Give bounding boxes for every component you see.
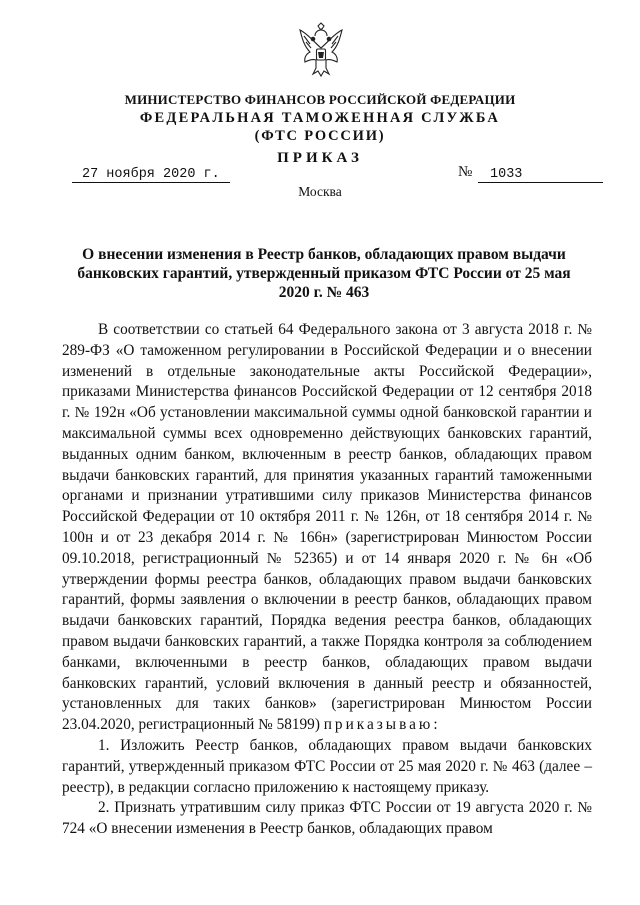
order-body xyxy=(62,320,592,840)
order-keyword: приказываю: xyxy=(323,716,441,734)
preamble-text: В соответствии со статьей 64 Федерального закона от 3 августа 2018 г. № 289-ФЗ «О таможенном регулировании в Российской Федерации и о внесении изменений в отдельные законодательные акты Российской Федерации», приказами Министерства финансов Российской Федерации от 12 сентября 2018 г. № 192н «Об установлении максимальной суммы одной банковской гарантии и максимальной суммы всех одновременно действующих банковских гарантий, выданных одним банком, включенным в реестр банков, обладающих правом выдачи банковских гарантий, для принятия указанных гарантий таможенными органами и признании утратившими силу приказов Министерства финансов Российской Федерации от 10 октября 2011 г. № 126н, от 18 сентября 2014 г. № 100н и от 23 декабря 2014 г. № 166н» (зарегистрирован Минюстом России 09.10.2018, регистрационный № 52365) и от 14 января 2020 г. № 6н «Об утверждении формы реестра банков, обладающих правом выдачи банковских гарантий, формы заявления о включении в реестр банков, обладающих правом выдачи банковских гарантий, Порядка ведения реестра банков, обладающих правом выдачи банковских гарантий, а также Порядка контроля за соблюдением банками, включенными в реестр банков, обладающих правом выдачи банковских гарантий, условий включения в данный реестр и обязанностей, установленных для таких банков» (зарегистрирован Минюстом России 23.04.2020, регистрационный № 58199) xyxy=(62,321,592,734)
order-subject: О внесении изменения в Реестр банков, обладающих правом выдачи банковских гарантий, утвержденный приказом ФТС России от 25 мая 2020 г. № 463 xyxy=(77,246,571,301)
clause-1-paragraph: 1. Изложить Реестр банков, обладающих правом выдачи банковских гарантий, утвержденный приказом ФТС России от 25 мая 2020 г. № 463 (далее – реестр), в редакции согласно приложению к настоящему приказу. xyxy=(62,736,592,796)
order-number: 1033 xyxy=(478,167,603,183)
order-number-label: № xyxy=(458,164,473,180)
preamble-paragraph xyxy=(62,320,592,736)
coat-of-arms-emblem-icon xyxy=(296,22,346,80)
order-city: Москва xyxy=(298,184,342,199)
order-date: 27 ноября 2020 г. xyxy=(72,167,230,183)
service-abbreviation: (ФТС РОССИИ) xyxy=(254,128,386,144)
clause-2-paragraph: 2. Признать утратившим силу приказ ФТС России от 19 августа 2020 г. № 724 «О внесении изменения в Реестр банков, обладающих правом xyxy=(62,799,592,838)
service-name: ФЕДЕРАЛЬНАЯ ТАМОЖЕННАЯ СЛУЖБА xyxy=(139,110,501,126)
ministry-name: МИНИСТЕРСТВО ФИНАНСОВ РОССИЙСКОЙ ФЕДЕРАЦИИ xyxy=(124,92,516,107)
document-type: ПРИКАЗ xyxy=(277,150,363,166)
